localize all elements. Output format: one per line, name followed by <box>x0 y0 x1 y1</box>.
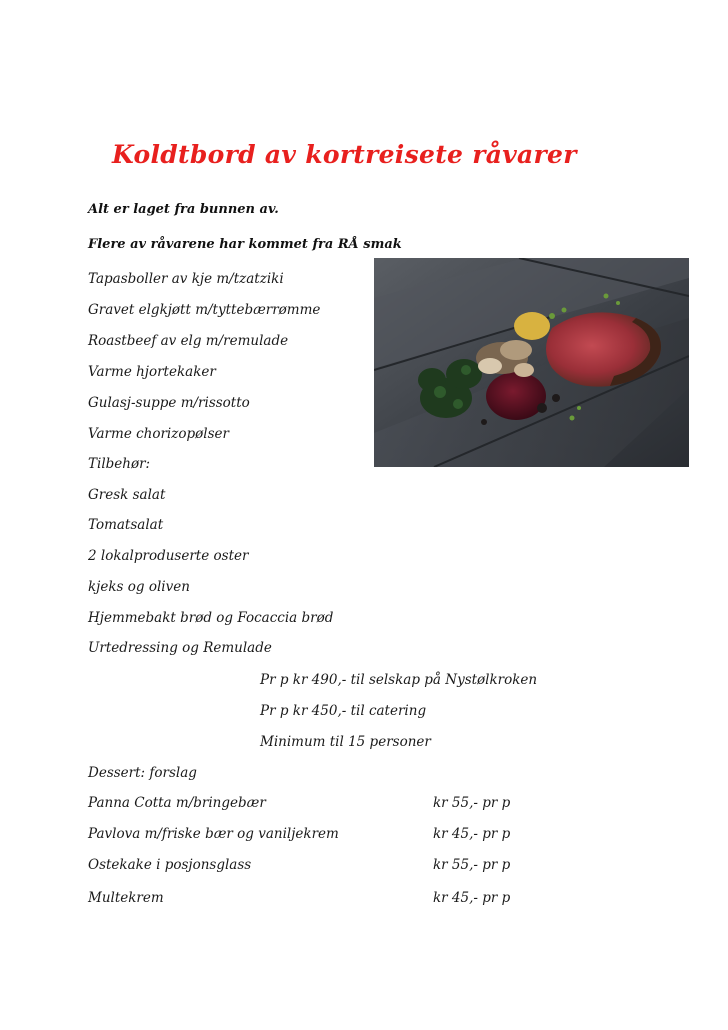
dessert-price: kr 55,- pr p <box>433 857 511 873</box>
dessert-name: Ostekake i posjonsglass <box>88 857 252 873</box>
dessert-price: kr 45,- pr p <box>433 826 511 842</box>
menu-item: Hjemmebakt brød og Focaccia brød <box>88 610 334 626</box>
menu-item: 2 lokalproduserte oster <box>88 548 249 564</box>
price-catering: Pr p kr 450,- til catering <box>260 703 427 719</box>
menu-item: Roastbeef av elg m/remulade <box>88 333 289 349</box>
menu-item: Tomatsalat <box>88 517 164 533</box>
menu-item: Urtedressing og Remulade <box>88 640 272 656</box>
price-venue: Pr p kr 490,- til selskap på Nystølkroken <box>260 672 538 688</box>
accompaniments-heading: Tilbehør: <box>88 456 151 472</box>
dessert-name: Multekrem <box>88 890 164 906</box>
menu-item: kjeks og oliven <box>88 579 190 595</box>
dessert-price: kr 55,- pr p <box>433 795 511 811</box>
minimum-guests: Minimum til 15 personer <box>260 734 431 750</box>
dessert-name: Panna Cotta m/bringebær <box>88 795 266 811</box>
intro-line-1: Alt er laget fra bunnen av. <box>88 202 279 217</box>
dessert-price: kr 45,- pr p <box>433 890 511 906</box>
menu-item: Varme chorizopølser <box>88 426 229 442</box>
menu-item: Tapasboller av kje m/tzatziki <box>88 271 284 287</box>
page-title: Koldtbord av kortreisete råvarer <box>112 140 577 169</box>
dessert-heading: Dessert: forslag <box>88 765 197 781</box>
menu-item: Gravet elgkjøtt m/tyttebærrømme <box>88 302 321 318</box>
dessert-name: Pavlova m/friske bær og vaniljekrem <box>88 826 339 842</box>
intro-line-2: Flere av råvarene har kommet fra RÅ smak <box>88 237 402 252</box>
food-photo <box>374 258 689 467</box>
menu-item: Varme hjortekaker <box>88 364 216 380</box>
menu-item: Gulasj-suppe m/rissotto <box>88 395 250 411</box>
menu-item: Gresk salat <box>88 487 166 503</box>
